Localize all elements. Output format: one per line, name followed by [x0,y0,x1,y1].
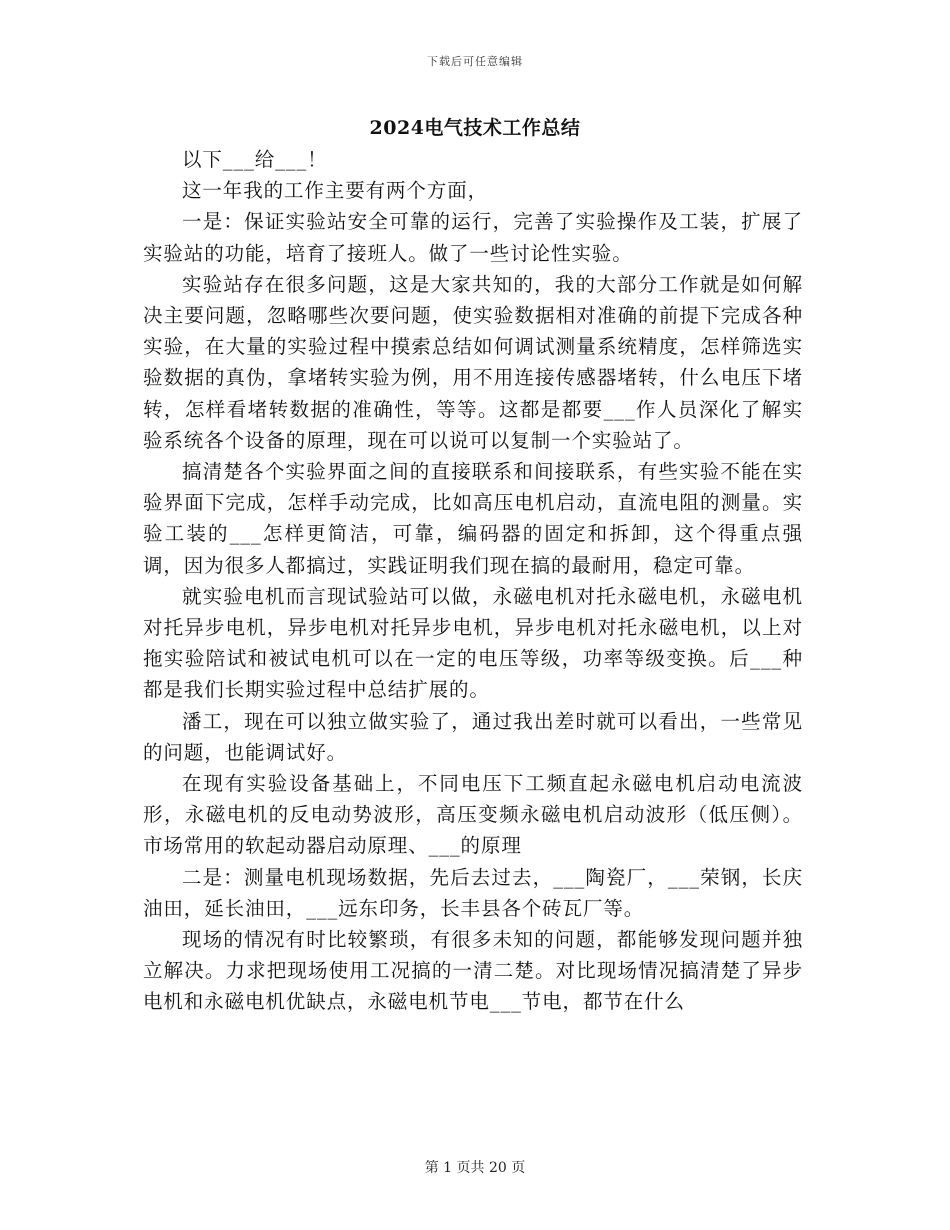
paragraph-part-one: 一是：保证实验站安全可靠的运行，完善了实验操作及工装，扩展了实验站的功能，培育了接班人。做了一些讨论性实验。 [143,210,803,265]
paragraph-waveforms: 在现有实验设备基础上，不同电压下工频直起永磁电机启动电流波形，永磁电机的反电动势波形，高压变频永磁电机启动波形（低压侧）。市场常用的软起动器启动原理、___的原理 [143,772,803,858]
paragraph-field: 现场的情况有时比较繁琐，有很多未知的问题，都能够发现问题并独立解决。力求把现场使用工况搞的一清二楚。对比现场情况搞清楚了异步电机和永磁电机优缺点，永磁电机节电___节电，都节在什么 [143,928,803,1014]
paragraph-greeting: 以下___给___！ [182,148,328,171]
paragraph-motors: 就实验电机而言现试验站可以做，永磁电机对托永磁电机，永磁电机对托异步电机，异步电机对托异步电机，异步电机对托永磁电机，以上对拖实验陪试和被试电机可以在一定的电压等级，功率等级变换。后___种都是我们长期实验过程中总结扩展的。 [143,584,803,702]
document-title: 2024电气技术工作总结 [369,117,581,139]
paragraph-interfaces: 搞清楚各个实验界面之间的直接联系和间接联系，有些实验不能在实验界面下完成，怎样手动完成，比如高压电机启动，直流电阻的测量。实验工装的___怎样更简洁，可靠，编码器的固定和拆卸，这个得重点强调，因为很多人都搞过，实践证明我们现在搞的最耐用，稳定可靠。 [143,460,803,577]
document-body [143,144,803,1018]
paragraph-successor: 潘工，现在可以独立做实验了，通过我出差时就可以看出，一些常见的问题，也能调试好。 [143,709,803,764]
page-number: 第 1 页共 20 页 [424,1160,526,1176]
page-header-note: 下载后可任意编辑 [427,55,523,68]
paragraph-problems: 实验站存在很多问题，这是大家共知的，我的大部分工作就是如何解决主要问题，忽略哪些次要问题，使实验数据相对准确的前提下完成各种实验，在大量的实验过程中摸索总结如何调试测量系统精度，怎样筛选实验数据的真伪，拿堵转实验为例，用不用连接传感器堵转，什么电压下堵转，怎样看堵转数据的准确性，等等。这都是都要___作人员深化了解实验系统各个设备的原理，现在可以说可以复制一个实验站了。 [143,272,803,452]
paragraph-part-two: 二是：测量电机现场数据，先后去过去，___陶瓷厂，___荣钢，长庆油田，延长油田，___远东印务，长丰县各个砖瓦厂等。 [143,865,803,920]
paragraph-intro: 这一年我的工作主要有两个方面， [182,179,489,203]
